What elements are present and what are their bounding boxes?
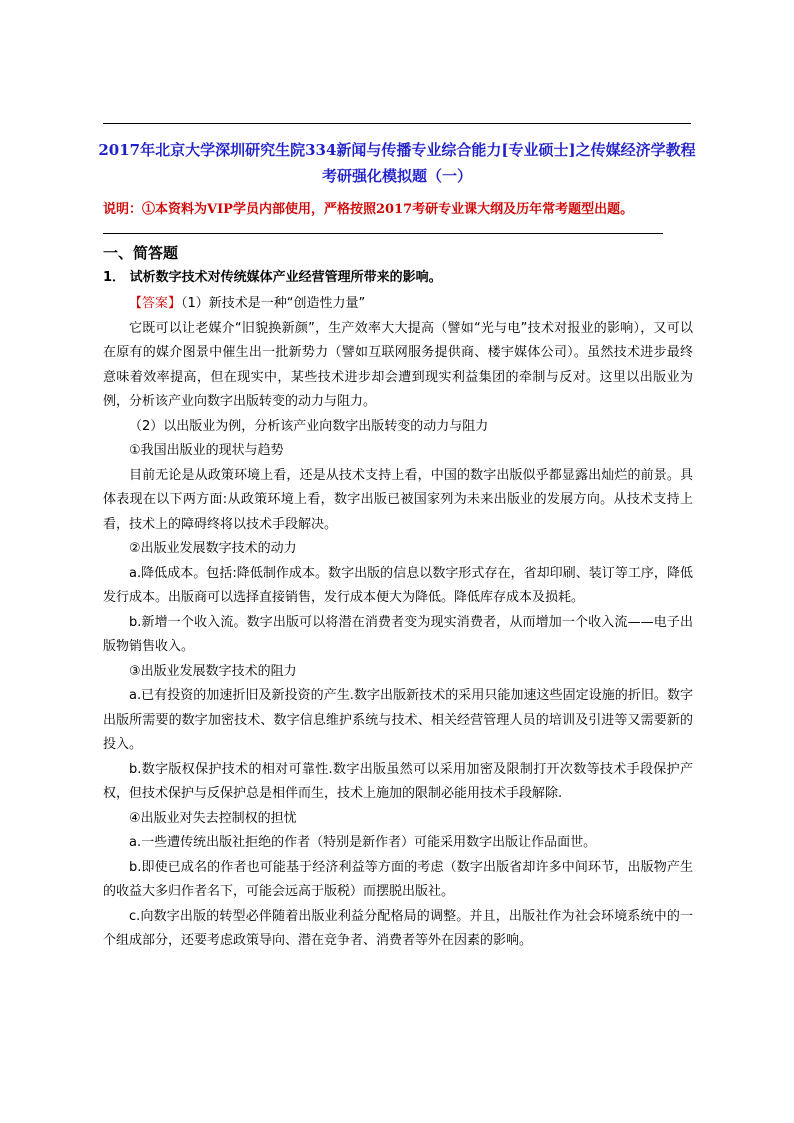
document-title: 2017年北京大学深圳研究生院334新闻与传播专业综合能力[专业硕士]之传媒经济学教程考研强化模拟题（一） xyxy=(98,141,696,185)
answer-paragraph: a.降低成本。包括:降低制作成本。数字出版的信息以数字形式存在，省却印刷、装订等工序，降低发行成本。出版商可以选择直接销售，发行成本便大为降低。降低库存成本及损耗。 xyxy=(103,565,693,605)
answer-label: 【答案】 xyxy=(129,296,182,311)
answer-first-text: （1）新技术是一种“创造性力量” xyxy=(181,296,366,311)
header-rule xyxy=(103,123,691,124)
answer-paragraph: a.已有投资的加速折旧及新投资的产生.数字出版新技术的采用只能加速这些固定设施的折旧。数字出版所需要的数字加密技术、数字信息维护系统与技术、相关经营管理人员的培训及引进等又需要新的投入。 xyxy=(103,688,693,752)
answer-paragraph: 目前无论是从政策环境上看，还是从技术支持上看，中国的数字出版似乎都显露出灿烂的前景。具体表现在以下两方面:从政策环境上看，数字出版已被国家列为未来出版业的发展方向。从技术支持上看，技术上的障碍终将以技术手段解决。 xyxy=(103,467,693,532)
answer-paragraph: ④出版业对失去控制权的担忧 xyxy=(129,810,297,826)
answer-paragraph: ②出版业发展数字技术的动力 xyxy=(129,541,297,556)
answer-first-paragraph xyxy=(103,292,693,317)
answer-paragraph: b.即使已成名的作者也可能基于经济利益等方面的考虑（数字出版省却许多中间环节，出版物产生的收益大多归作者名下，可能会远高于版税）而摆脱出版社。 xyxy=(103,859,693,899)
answer-paragraph: a.一些遭传统出版社拒绝的作者（特别是新作者）可能采用数字出版让作品面世。 xyxy=(129,835,597,850)
answer-paragraph: ③出版业发展数字技术的阻力 xyxy=(129,663,297,679)
note-divider xyxy=(103,233,663,234)
answer-paragraph: ①我国出版业的现状与趋势 xyxy=(129,443,284,458)
answer-paragraph: c.向数字出版的转型必伴随着出版业利益分配格局的调整。并且，出版社作为社会环境系统中的一个组成部分，还要考虑政策导向、潜在竞争者、消费者等外在因素的影响。 xyxy=(103,908,693,948)
answer-paragraph: b.新增一个收入流。数字出版可以将潜在消费者变为现实消费者，从而增加一个收入流——电子出版物销售收入。 xyxy=(103,614,693,654)
document-note: 说明：①本资料为VIP学员内部使用，严格按照2017考研专业课大纲及历年常考题型出题。 xyxy=(103,202,634,217)
answer-paragraph: 它既可以让老媒介“旧貌换新颜”，生产效率大大提高（譬如“光与电”技术对报业的影响），又可以在原有的媒介图景中催生出一批新势力（譬如互联网服务提供商、楼宇媒体公司）。虽然技术进步最终意味着效率提高，但在现实中，某些技术进步却会遭到现实利益集团的牵制与反对。这里以出版业为例，分析该产业向数字出版转变的动力与阻力。 xyxy=(103,320,693,409)
section-heading: 一、简答题 xyxy=(103,244,179,262)
answer-body xyxy=(103,292,693,954)
answer-paragraph: b.数字版权保护技术的相对可靠性.数字出版虽然可以采用加密及限制打开次数等技术手段保护产权，但技术保护与反保护总是相伴而生，技术上施加的限制必能用技术手段解除. xyxy=(103,761,693,801)
answer-paragraph: （2）以出版业为例，分析该产业向数字出版转变的动力与阻力 xyxy=(129,418,489,434)
question-text: 1． 试析数字技术对传统媒体产业经营管理所带来的影响。 xyxy=(103,270,442,285)
